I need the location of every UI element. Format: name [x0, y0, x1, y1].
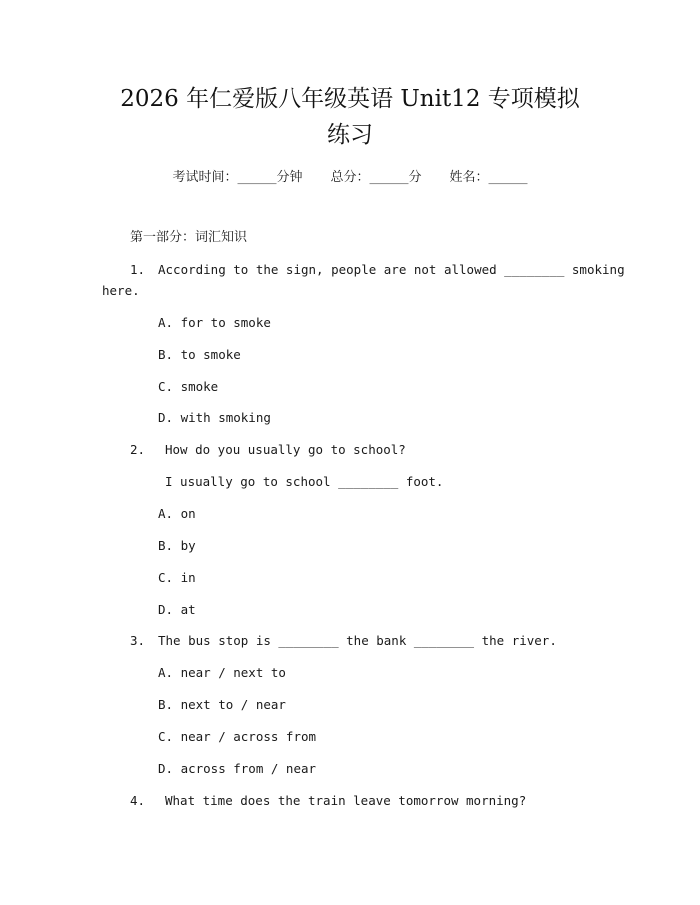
section-heading: 第一部分：词汇知识 [130, 230, 248, 245]
answer-option: A. on [158, 506, 196, 521]
question-text: What time does the train leave tomorrow morning? [165, 793, 527, 808]
answer-option: D. with smoking [158, 410, 271, 425]
question-text: How do you usually go to school? [165, 442, 406, 457]
document-title-line-2: 练习 [327, 122, 373, 148]
answer-option: D. across from / near [158, 761, 317, 776]
answer-option: C. smoke [158, 379, 219, 394]
question-text: According to the sign, people are not allowed ________ smoking [158, 262, 625, 277]
total-score-field: 总分：______分 [330, 170, 422, 185]
question-text: The bus stop is ________ the bank ________ the river. [158, 633, 557, 648]
answer-option: D. at [158, 602, 196, 617]
question-number: 2. [130, 442, 146, 457]
answer-option: B. to smoke [158, 347, 241, 362]
answer-option: C. in [158, 570, 196, 585]
answer-option: B. by [158, 538, 196, 553]
exam-time-field: 考试时间：______分钟 [172, 170, 303, 185]
student-name-field: 姓名：______ [449, 170, 528, 185]
document-title-line-1: 2026 年仁爱版八年级英语 Unit12 专项模拟 [120, 86, 580, 112]
question-answer-line: I usually go to school ________ foot. [165, 474, 444, 489]
exam-info [0, 168, 700, 188]
answer-option: C. near / across from [158, 729, 317, 744]
answer-option: A. for to smoke [158, 315, 271, 330]
question-number: 3. [130, 633, 146, 648]
question-number: 4. [130, 793, 146, 808]
answer-option: A. near / next to [158, 665, 286, 680]
answer-option: B. next to / near [158, 697, 286, 712]
question-text-continuation: here. [102, 283, 140, 298]
question-number: 1. [130, 262, 146, 277]
